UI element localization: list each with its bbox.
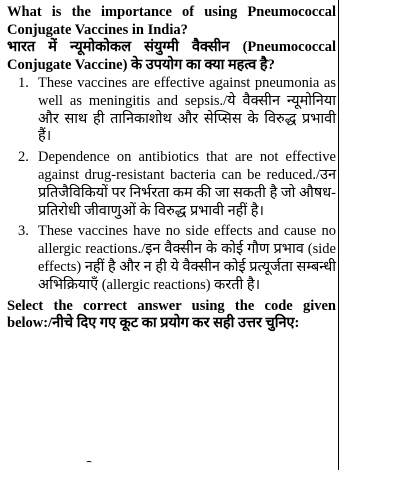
statement-number: 3. (18, 223, 29, 240)
question-block (7, 4, 336, 333)
statement-item (18, 149, 336, 220)
statement-text: These vaccines have no side effects and cause no allergic reactions./इन वैक्सीन के कोई गौण प्रभाव (side effects) नहीं है और न ही ये वैक्सीन कोई प्रत्यूर्जता सम्बन्धी अभिक्रियाएँ (allergic reactions) करती है। (38, 223, 336, 293)
question-hindi: भारत में न्यूमोकोकल संयुग्मी वैक्सीन (Pneumococcal Conjugate Vaccine) के उपयोग का क्या महत्व है? (7, 39, 336, 73)
statement-list (7, 75, 336, 295)
statement-text: Dependence on antibiotics that are not effective against drug-resistant bacteria can be reduced./उन प्रतिजैविकियों पर निर्भरता कम की जा सकती है जो औषध-प्रतिरोधी जीवाणुओं के विरुद्ध प्रभावी नहीं है। (38, 149, 336, 219)
answer-instruction: Select the correct answer using the code given below:/नीचे दिए गए कूट का प्रयोग कर सही उत्तर चुनिए: (7, 297, 336, 332)
column-rule (338, 0, 339, 470)
statement-item (18, 223, 336, 294)
statement-text: These vaccines are effective against pneumonia as well as meningitis and sepsis./ये वैक्सीन न्यूमोनिया और साथ ही तानिकाशोथ और सेप्सिस के विरुद्ध प्रभावी हैं। (38, 75, 336, 145)
statement-number: 1. (18, 75, 29, 91)
statement-number: 2. (18, 149, 29, 166)
cut-off-glyph (86, 461, 92, 464)
statement-item (18, 75, 336, 146)
question-english: What is the importance of using Pneumococcal Conjugate Vaccines in India? (7, 4, 336, 38)
